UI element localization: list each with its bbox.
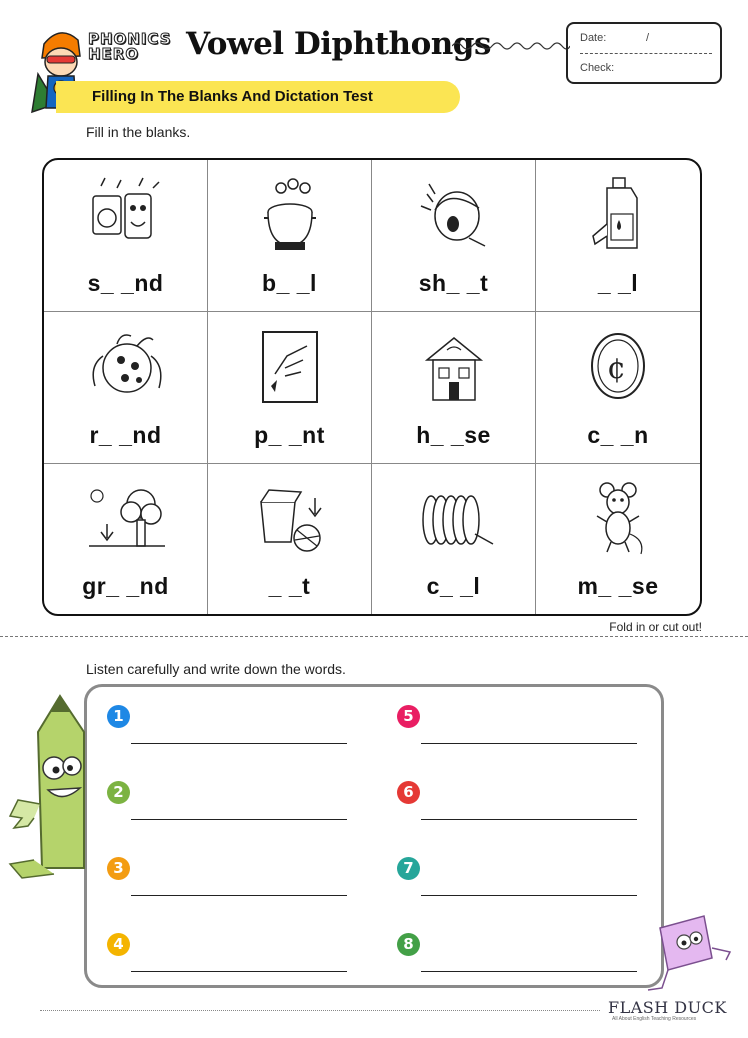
answer-line[interactable]: [421, 895, 637, 896]
number-badge: 6: [397, 781, 420, 804]
answer-line[interactable]: [421, 971, 637, 972]
number-badge: 8: [397, 933, 420, 956]
dictation-item: [397, 933, 657, 983]
fill-cell: [536, 464, 700, 614]
fill-word: p_ _nt: [254, 422, 325, 448]
fill-word: gr_ _nd: [82, 573, 169, 599]
svg-text:¢: ¢: [607, 351, 627, 386]
fill-word: c_ _n: [587, 422, 649, 448]
fill-word: s_ _nd: [87, 270, 164, 296]
number-badge: 2: [107, 781, 130, 804]
check-label: Check:: [580, 62, 615, 74]
footer-dotted-line: [40, 1010, 600, 1011]
answer-line[interactable]: [131, 743, 347, 744]
date-check-box: [566, 22, 722, 84]
page-title: Vowel Diphthongs: [186, 26, 491, 62]
ball-out-of-box-icon: [245, 478, 335, 558]
fill-word: sh_ _t: [418, 270, 489, 296]
fill-cell: [536, 312, 700, 464]
fold-note: Fold in or cut out!: [609, 620, 702, 634]
fill-word: _ _l: [597, 270, 639, 296]
mouse-icon: [573, 478, 663, 558]
answer-line[interactable]: [131, 895, 347, 896]
dictation-item: [107, 705, 367, 755]
round-ball-icon: [81, 326, 171, 406]
date-slash: /: [646, 32, 650, 44]
sound-speaker-icon: [81, 174, 171, 254]
house-icon: [409, 326, 499, 406]
fill-word: m_ _se: [577, 573, 659, 599]
answer-line[interactable]: [131, 971, 347, 972]
flash-duck-tagline: All About English Teaching Resources: [612, 1016, 697, 1022]
date-row: [580, 32, 712, 54]
coin-icon: [573, 326, 663, 406]
fill-cell: [208, 160, 372, 312]
brand-line-phonics: PHONICS: [88, 30, 172, 48]
fill-cell: [372, 464, 536, 614]
fill-cell: [44, 160, 208, 312]
dictation-item: [397, 857, 657, 907]
dictation-item: [397, 705, 657, 755]
date-label: Date:: [580, 32, 607, 44]
fold-cut-line: [0, 636, 748, 637]
fill-cell: [44, 312, 208, 464]
pointing-hand-icon: [245, 326, 335, 406]
number-badge: 4: [107, 933, 130, 956]
fill-word: _ _t: [268, 573, 311, 599]
dictation-instruction: Listen carefully and write down the words.: [86, 661, 346, 677]
fill-cell: [208, 312, 372, 464]
shouting-child-icon: [409, 174, 499, 254]
answer-line[interactable]: [421, 819, 637, 820]
ground-tree-icon: [81, 478, 171, 558]
answer-line[interactable]: [131, 819, 347, 820]
answer-line[interactable]: [421, 743, 637, 744]
fill-cell: [208, 464, 372, 614]
fill-cell: [536, 160, 700, 312]
number-badge: 3: [107, 857, 130, 880]
eraser-character-icon: [640, 908, 736, 998]
number-badge: 7: [397, 857, 420, 880]
dictation-item: [107, 857, 367, 907]
dictation-item: [397, 781, 657, 831]
coil-icon: [409, 478, 499, 558]
fill-cell: [372, 312, 536, 464]
wavy-line-decoration: [452, 38, 570, 54]
boiling-pot-icon: [245, 174, 335, 254]
oil-bottle-icon: [573, 174, 663, 254]
fill-cell: [372, 160, 536, 312]
fill-word: h_ _se: [416, 422, 491, 448]
fill-word: r_ _nd: [89, 422, 162, 448]
fill-cell: [44, 464, 208, 614]
pencil-character-icon: [4, 692, 100, 884]
flash-duck-logo: FLASH DUCK: [608, 998, 727, 1017]
fill-word: c_ _l: [426, 573, 481, 599]
fill-instruction: Fill in the blanks.: [86, 124, 191, 140]
brand-logo-text: [88, 32, 180, 62]
fill-word: b_ _l: [262, 270, 317, 296]
number-badge: 1: [107, 705, 130, 728]
number-badge: 5: [397, 705, 420, 728]
page-subtitle: Filling In The Blanks And Dictation Test: [92, 88, 373, 105]
dictation-item: [107, 781, 367, 831]
brand-line-hero: HERO: [88, 45, 140, 63]
dictation-box: [84, 684, 664, 988]
fill-blanks-grid: [42, 158, 702, 616]
dictation-item: [107, 933, 367, 983]
